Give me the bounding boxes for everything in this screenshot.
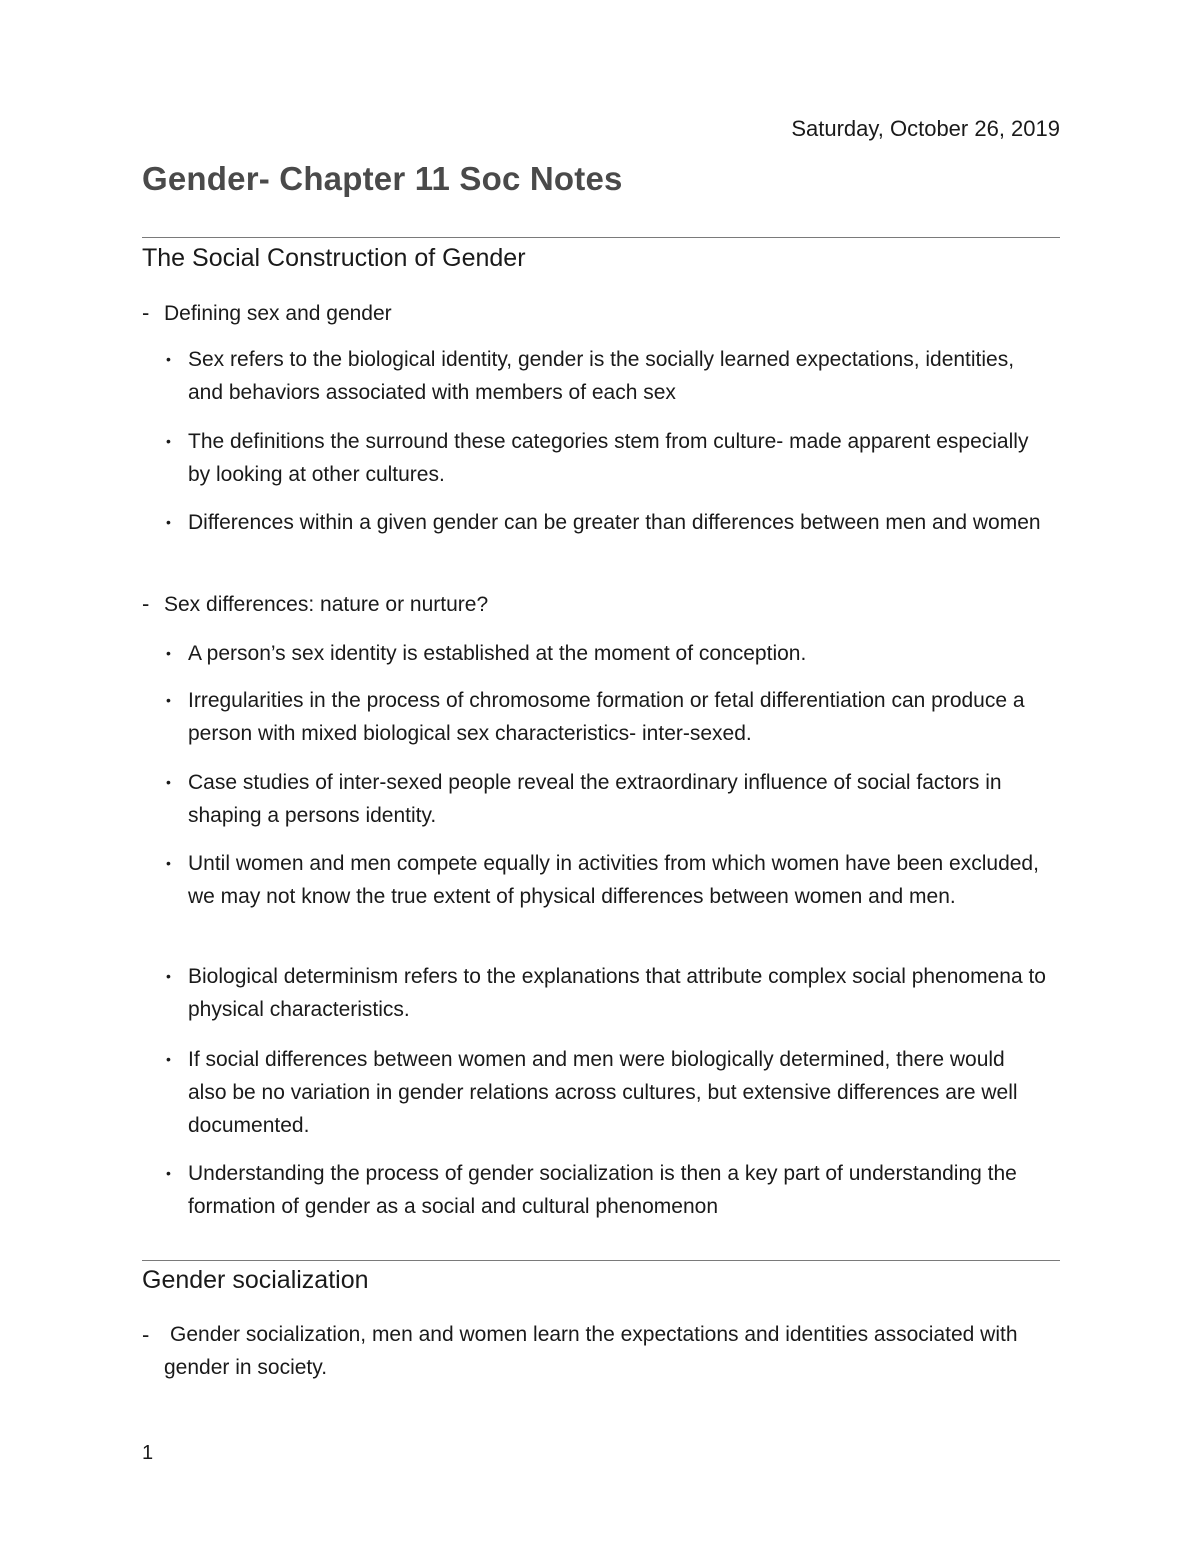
list-item — [166, 425, 1046, 491]
list-item — [166, 766, 1046, 832]
list-item-text: A person’s sex identity is established at the moment of conception. — [188, 642, 807, 665]
list-item — [166, 847, 1046, 913]
bullet-marker: • — [166, 774, 171, 790]
bullet-marker: • — [166, 692, 171, 708]
bullet-marker: • — [166, 433, 171, 449]
list-item-text: If social differences between women and men were biologically determined, there would also be no variation in gender relations across cultures, but extensive differences are well documented. — [188, 1048, 1018, 1137]
outline-item-label: Gender socialization, men and women learn the expectations and identities associated with gender in society. — [164, 1323, 1018, 1379]
list-item-text: Understanding the process of gender socialization is then a key part of understanding the formation of gender as a social and cultural phenomenon — [188, 1162, 1017, 1218]
section-heading-gender-socialization: Gender socialization — [142, 1266, 369, 1294]
list-item-text: The definitions the surround these categories stem from culture- made apparent especially by looking at other cultures. — [188, 430, 1029, 486]
bullet-marker: • — [166, 1051, 171, 1067]
section-divider — [142, 237, 1060, 238]
list-item — [166, 1157, 1046, 1223]
list-item — [166, 684, 1046, 750]
section-divider — [142, 1260, 1060, 1261]
list-item — [166, 506, 1046, 539]
page-number: 1 — [142, 1442, 154, 1464]
bullet-marker: • — [166, 968, 171, 984]
bullet-marker: • — [166, 645, 171, 661]
list-item — [166, 1043, 1046, 1142]
bullet-marker: • — [166, 514, 171, 530]
list-item-text: Sex refers to the biological identity, gender is the socially learned expectations, identities, and behaviors associated with members of each sex — [188, 348, 1015, 404]
document-title: Gender- Chapter 11 Soc Notes — [142, 160, 623, 197]
outline-item-sex-differences — [142, 587, 1042, 621]
outline-item-label: Defining sex and gender — [164, 302, 392, 325]
list-item-text: Biological determinism refers to the explanations that attribute complex social phenomena to physical characteristics. — [188, 965, 1046, 1021]
bullet-marker: • — [166, 855, 171, 871]
bullet-marker: • — [166, 351, 171, 367]
dash-marker: - — [142, 591, 150, 616]
list-item — [166, 343, 1046, 409]
outline-item-defining-sex-gender — [142, 296, 1042, 330]
list-item — [166, 960, 1046, 1026]
list-item — [166, 637, 1046, 670]
list-item-text: Irregularities in the process of chromosome formation or fetal differentiation can produce a person with mixed biological sex characteristics- inter-sexed. — [188, 689, 1025, 745]
bullet-marker: • — [166, 1165, 171, 1181]
outline-item-gender-socialization — [142, 1318, 1022, 1384]
list-item-text: Until women and men compete equally in activities from which women have been excluded, we may not know the true extent of physical differences between women and men. — [188, 852, 1039, 908]
dash-marker: - — [142, 1322, 150, 1347]
document-date: Saturday, October 26, 2019 — [791, 116, 1060, 141]
list-item-text: Case studies of inter-sexed people reveal the extraordinary influence of social factors in shaping a persons identity. — [188, 771, 1002, 827]
outline-item-label: Sex differences: nature or nurture? — [164, 593, 489, 616]
dash-marker: - — [142, 300, 150, 325]
section-heading-social-construction: The Social Construction of Gender — [142, 244, 526, 272]
list-item-text: Differences within a given gender can be greater than differences between men and women — [188, 511, 1041, 534]
